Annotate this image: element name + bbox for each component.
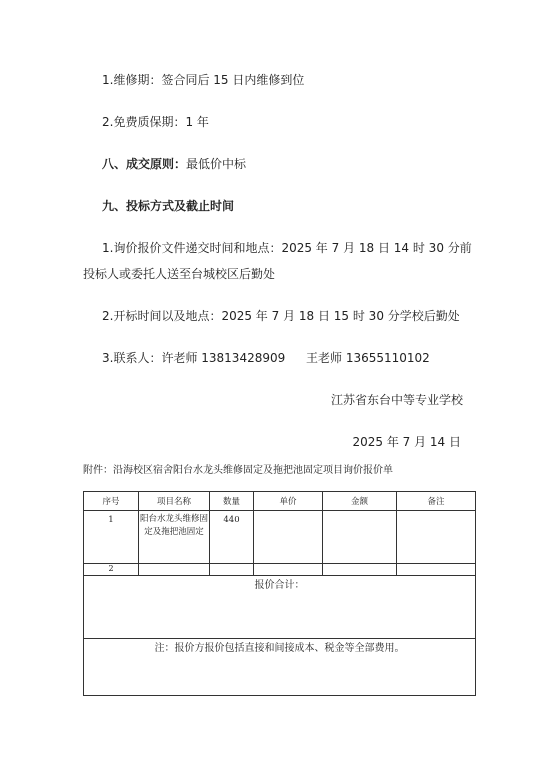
- header-quantity: 数量: [210, 492, 254, 511]
- cell-unit-price: [254, 511, 323, 564]
- signature-organization: 江苏省东台中等专业学校: [330, 393, 463, 407]
- cell-unit-price: [254, 564, 323, 576]
- submission-time-line1: 1.询价报价文件递交时间和地点：2025 年 7 月 18 日 14 时 30 分前: [102, 241, 472, 255]
- cell-amount: [323, 511, 397, 564]
- contact-person-2: 王老师 13655110102: [306, 351, 430, 365]
- cell-item-name: 阳台水龙头维修固定及拖把池固定: [139, 511, 210, 564]
- table-row: [84, 564, 476, 576]
- total-label: 报价合计：: [84, 576, 476, 639]
- header-unit-price: 单价: [254, 492, 323, 511]
- table-header-row: [84, 492, 476, 511]
- table-row: [84, 511, 476, 564]
- warranty-period: 2.免费质保期：1 年: [102, 115, 209, 129]
- section-8-award-principle: [102, 156, 246, 172]
- price-note: 注：报价方报价包括直接和间接成本、税金等全部费用。: [84, 639, 476, 696]
- header-item-name: 项目名称: [139, 492, 210, 511]
- signature-date: 2025 年 7 月 14 日: [352, 435, 461, 449]
- section-9-heading: 九、投标方式及截止时间: [102, 199, 235, 213]
- attachment-title: 附件：沿海校区宿舍阳台水龙头维修固定及拖把池固定项目询价报价单: [83, 465, 393, 476]
- maintenance-period: 1.维修期：签合同后 15 日内维修到位: [102, 73, 305, 87]
- total-row: [84, 576, 476, 639]
- cell-remark: [397, 511, 476, 564]
- cell-no: 2: [84, 564, 139, 576]
- cell-item-name: [139, 564, 210, 576]
- cell-amount: [323, 564, 397, 576]
- section-8-value: 最低价中标: [186, 157, 247, 171]
- cell-quantity: 440: [210, 511, 254, 564]
- contact-person-1: 3.联系人：许老师 13813428909: [102, 351, 286, 365]
- header-amount: 金额: [323, 492, 397, 511]
- cell-remark: [397, 564, 476, 576]
- cell-quantity: [210, 564, 254, 576]
- opening-time: 2.开标时间以及地点：2025 年 7 月 18 日 15 时 30 分学校后勤处: [102, 309, 460, 323]
- header-no: 序号: [84, 492, 139, 511]
- cell-no: 1: [84, 511, 139, 564]
- quotation-table: [83, 491, 476, 696]
- header-remark: 备注: [397, 492, 476, 511]
- submission-time-line2: 投标人或委托人送至台城校区后勤处: [83, 267, 276, 281]
- note-row: [84, 639, 476, 696]
- section-8-heading: 八、成交原则：: [102, 157, 187, 171]
